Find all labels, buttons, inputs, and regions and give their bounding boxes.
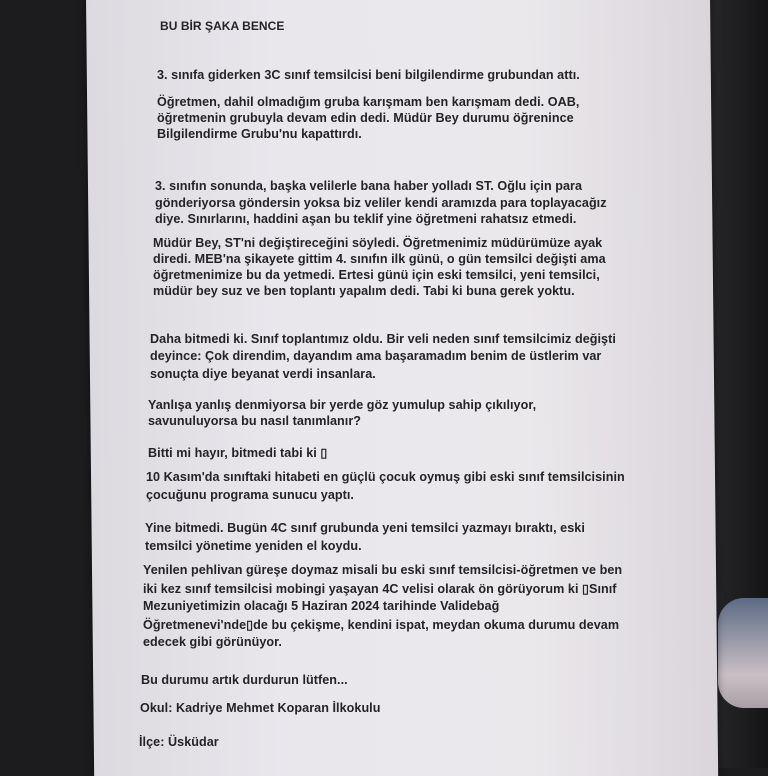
text-line: Bu durumu artık durdurun lütfen...: [141, 673, 348, 687]
text-line: deyince: Çok direndim, dayandım ama başaramadım benim de üstlerim var: [150, 349, 602, 363]
text-line: Mezuniyetimizin olacağı 5 Haziran 2024 tarihinde Validebağ: [143, 599, 500, 613]
text-line: Öğretmenevi'nde▯de bu çekişme, kendini ispat, meydan okuma durumu devam: [143, 618, 620, 632]
text-line: savunuluyorsa bu nasıl tanımlanır?: [148, 414, 362, 428]
text-line: öğretmenimize bu da yetmedi. Ertesi günü için eski temsilci, yeni temsilci,: [153, 268, 600, 282]
text-line: 10 Kasım'da sınıftaki hitabeti en güçlü çocuk oymuş gibi eski sınıf temsilcisinin: [146, 470, 625, 484]
text-line: müdür bey suz ve ben toplantı yapalım dedi. Tabi ki buna gerek yoktu.: [153, 284, 575, 298]
text-line: temsilci yönetime yeniden el koydu.: [145, 539, 362, 553]
text-line: Yine bitmedi. Bugün 4C sınıf grubunda yeni temsilci yazmayı bıraktı, eski: [145, 521, 585, 535]
text-line: Yenilen pehlivan güreşe doymaz misali bu eski sınıf temsilcisi-öğretmen ve ben: [143, 563, 623, 577]
text-line: gönderiyorsa göndersin yoksa biz veliler kendi aramızda para toplayacağız: [155, 196, 607, 210]
text-line: öğretmenin grubuyla devam edin dedi. Müdür Bey durumu öğrenince: [157, 111, 574, 125]
text-line: diredi. MEB'na şikayete gittim 4. sınıfın ilk günü, o gün temsilci değişti ama: [153, 252, 606, 266]
text-line: Müdür Bey, ST'ni değiştireceğini söyledi. Öğretmenimiz müdürümüze ayak: [153, 236, 603, 250]
text-line: Bitti mi hayır, bitmedi tabi ki ▯: [148, 446, 328, 460]
text-line: Okul: Kadriye Mehmet Koparan İlkokulu: [140, 701, 381, 715]
text-line: 3. sınıfın sonunda, başka velilerle bana haber yolladı ST. Oğlu için para: [155, 179, 583, 193]
background-object: [718, 598, 768, 708]
text-line: Bilgilendirme Grubu'nu kapattırdı.: [157, 127, 362, 141]
text-line: sonuçta diye beyanat verdi insanlara.: [150, 367, 376, 381]
text-line: Daha bitmedi ki. Sınıf toplantımız oldu. Bir veli neden sınıf temsilcimiz değişti: [150, 332, 616, 346]
text-line: Öğretmen, dahil olmadığım gruba karışmam ben karışmam dedi. OAB,: [157, 95, 580, 109]
text-line: Yanlışa yanlış denmiyorsa bir yerde göz yumulup sahip çıkılıyor,: [148, 398, 537, 412]
text-line: iki kez sınıf temsilcisi mobingi yaşayan 4C velisi olarak ön görüyorum ki ▯Sınıf: [143, 582, 617, 596]
document-title: BU BİR ŞAKA BENCE: [160, 19, 285, 33]
text-line: diye. Sınırlarını, haddini aşan bu teklif yine öğretmeni rahatsız etmedi.: [155, 212, 577, 226]
text-line: edecek gibi görünüyor.: [143, 635, 282, 649]
text-line: 3. sınıfa giderken 3C sınıf temsilcisi beni bilgilendirme grubundan attı.: [157, 68, 580, 82]
text-line: İlçe: Üsküdar: [139, 735, 219, 749]
text-line: çocuğunu programa sunucu yaptı.: [146, 488, 354, 502]
